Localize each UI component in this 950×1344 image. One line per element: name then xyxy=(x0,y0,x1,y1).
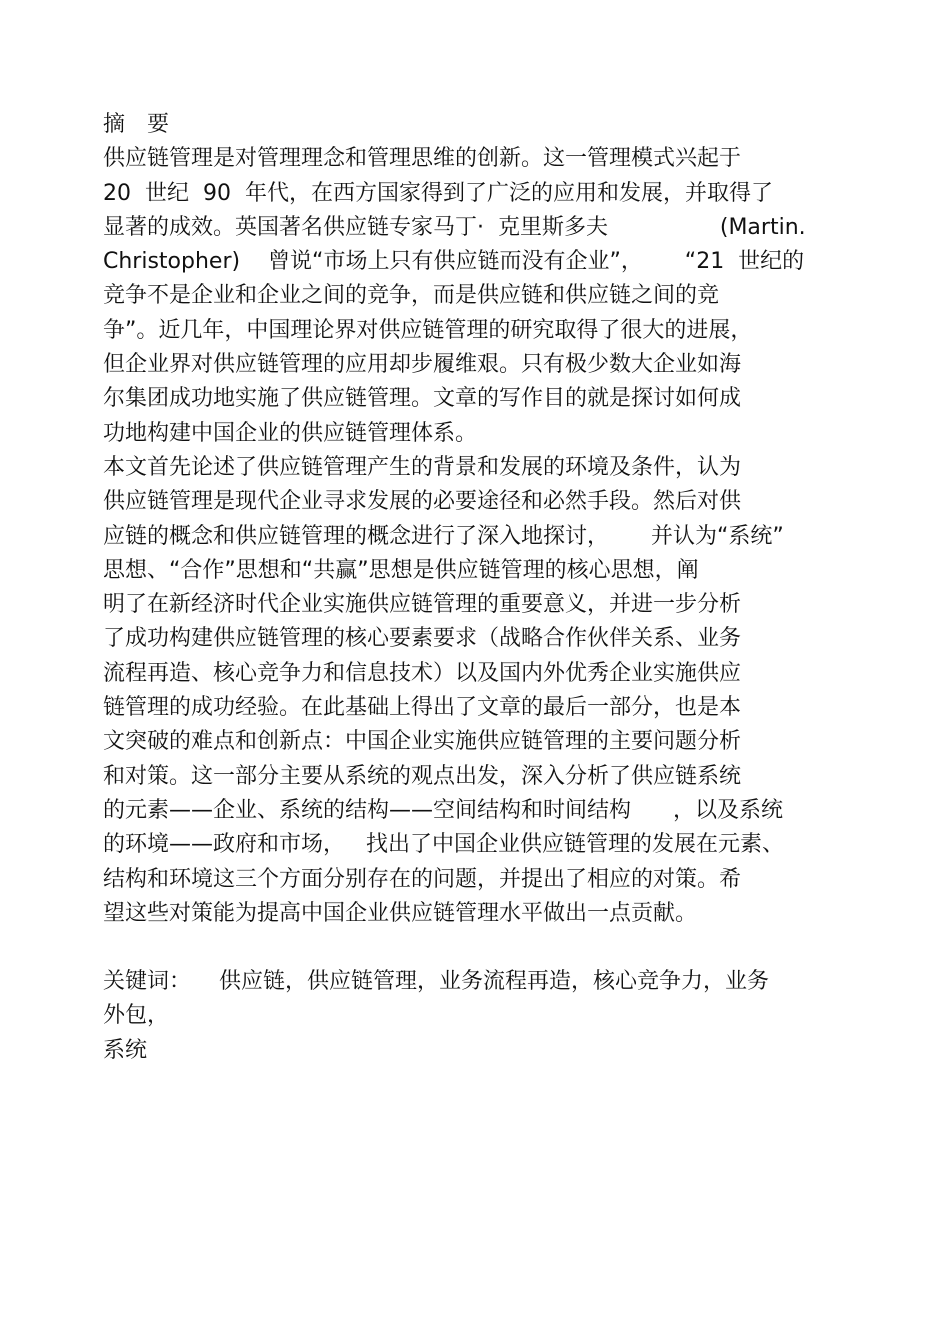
paragraph-line: 20 世纪 90 年代，在西方国家得到了广泛的应用和发展，并取得了 xyxy=(103,180,773,206)
abstract-paragraph-2 xyxy=(103,451,863,931)
paragraph-line: 文突破的难点和创新点：中国企业实施供应链管理的主要问题分析 xyxy=(103,729,742,755)
paragraph-line: 供应链管理是对管理理念和管理思维的创新。这一管理模式兴起于 xyxy=(103,146,742,172)
paragraph-line: 的环境——政府和市场， 找出了中国企业供应链管理的发展在元素、 xyxy=(103,832,784,858)
paragraph-line: 但企业界对供应链管理的应用却步履维艰。只有极少数大企业如海 xyxy=(103,352,742,378)
paragraph-line: 尔集团成功地实施了供应链管理。文章的写作目的就是探讨如何成 xyxy=(103,386,742,412)
paragraph-line: 了成功构建供应链管理的核心要素要求（战略合作伙伴关系、业务 xyxy=(103,626,742,652)
paragraph-line: Christopher) 曾说“市场上只有供应链而没有企业”， “21 世纪的 xyxy=(103,249,805,275)
paragraph-line: 供应链管理是现代企业寻求发展的必要途径和必然手段。然后对供 xyxy=(103,489,742,515)
keywords-line: 系统 xyxy=(103,1037,148,1063)
abstract-heading: 摘 要 xyxy=(103,112,170,137)
keywords-section xyxy=(103,965,863,1068)
paragraph-line: 和对策。这一部分主要从系统的观点出发，深入分析了供应链系统 xyxy=(103,763,742,789)
paragraph-line: 显著的成效。英国著名供应链专家马丁· 克里斯多夫 (Martin. xyxy=(103,214,806,240)
abstract-text-block xyxy=(103,108,863,1068)
keywords-line: 关键词： 供应链，供应链管理，业务流程再造，核心竞争力，业务 xyxy=(103,969,769,995)
paragraph-spacer xyxy=(103,931,863,965)
paragraph-line: 流程再造、核心竞争力和信息技术）以及国内外优秀企业实施供应 xyxy=(103,660,742,686)
paragraph-line: 的元素——企业、系统的结构——空间结构和时间结构 ，以及系统 xyxy=(103,797,783,823)
paragraph-line: 链管理的成功经验。在此基础上得出了文章的最后一部分，也是本 xyxy=(103,695,742,721)
paragraph-line: 思想、“合作”思想和“共赢”思想是供应链管理的核心思想，阐 xyxy=(103,557,699,583)
paragraph-line: 结构和环境这三个方面分别存在的问题，并提出了相应的对策。希 xyxy=(103,866,742,892)
abstract-paragraph-1 xyxy=(103,142,863,451)
paragraph-line: 应链的概念和供应链管理的概念进行了深入地探讨， 并认为“系统” xyxy=(103,523,784,549)
keywords-line: 外包， xyxy=(103,1003,170,1029)
paragraph-line: 望这些对策能为提高中国企业供应链管理水平做出一点贡献。 xyxy=(103,900,698,926)
paragraph-line: 明了在新经济时代企业实施供应链管理的重要意义，并进一步分析 xyxy=(103,592,742,618)
paragraph-line: 功地构建中国企业的供应链管理体系。 xyxy=(103,420,478,446)
paragraph-line: 竞争不是企业和企业之间的竞争，而是供应链和供应链之间的竞 xyxy=(103,283,720,309)
paragraph-line: 本文首先论述了供应链管理产生的背景和发展的环境及条件，认为 xyxy=(103,454,742,480)
paragraph-line: 争”。近几年，中国理论界对供应链管理的研究取得了很大的进展， xyxy=(103,317,753,343)
